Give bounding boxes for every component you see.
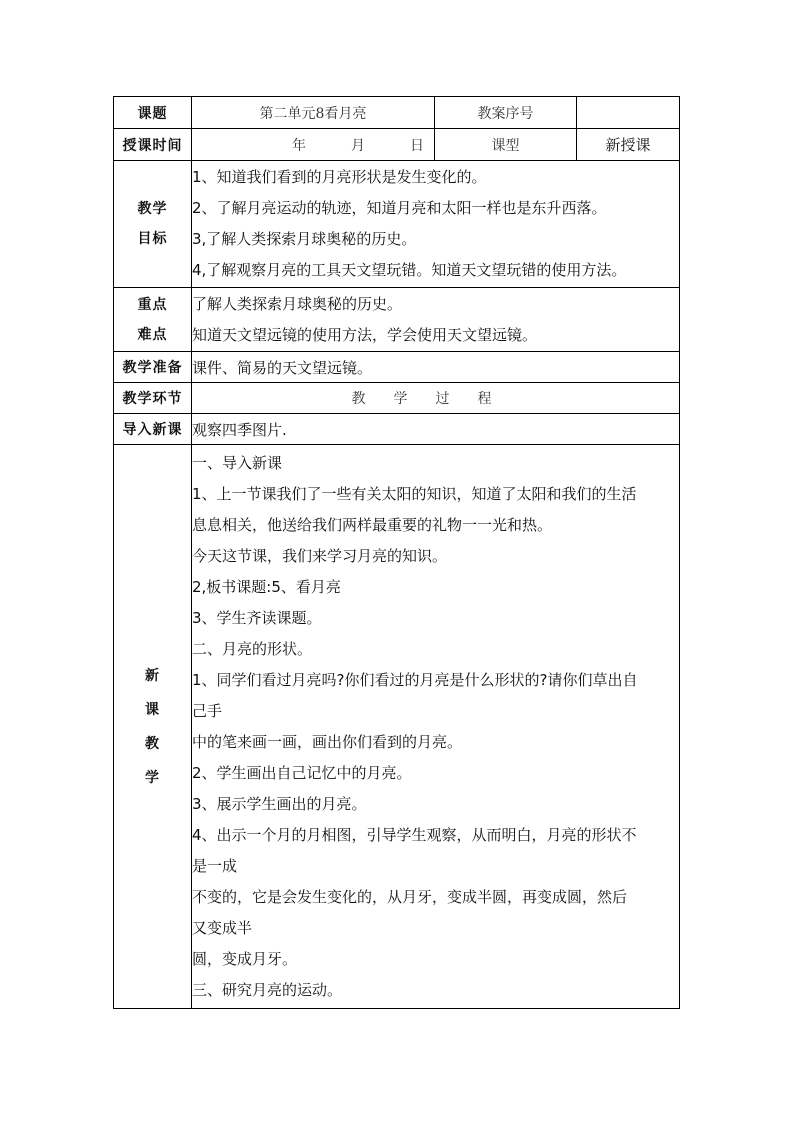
keypoint-item: 了解人类探索月球奥秘的历史。 xyxy=(192,294,403,313)
row-prep xyxy=(114,352,680,383)
goals-label-line1: 教学 xyxy=(137,201,168,217)
goal-item: 2、了解月亮运动的轨迹，知道月亮和太阳一样也是东升西落。 xyxy=(192,199,607,217)
keypoints-label xyxy=(114,288,192,352)
subject-value: 第二单元8看月亮 xyxy=(192,97,435,129)
lesson-line: 1、同学们看过月亮吗?你们看过的月亮是什么形状的?请你们草出自 xyxy=(192,670,638,689)
new-lesson-label-char: 教 xyxy=(145,735,160,752)
lesson-line: 3、学生齐读课题。 xyxy=(192,608,322,627)
keypoints-content xyxy=(192,288,680,352)
prep-label: 教学准备 xyxy=(114,352,192,383)
goals-label-line2: 目标 xyxy=(137,231,168,247)
date-day: 日 xyxy=(410,137,424,154)
lesson-line: 2,板书课题:5、看月亮 xyxy=(192,577,341,596)
goals-content xyxy=(192,161,680,288)
time-label: 授课时间 xyxy=(114,129,192,161)
lesson-line: 又变成半 xyxy=(192,918,253,937)
new-lesson-label xyxy=(114,445,192,1009)
lesson-line: 一、导入新课 xyxy=(192,453,283,472)
lesson-line: 4、出示一个月的月相图，引导学生观察，从而明白，月亮的形状不 xyxy=(192,825,637,844)
lesson-line: 2、学生画出自己记忆中的月亮。 xyxy=(192,763,412,782)
lesson-no-label: 教案序号 xyxy=(435,97,577,129)
intro-label: 导入新课 xyxy=(114,414,192,445)
goal-item: 1、知道我们看到的月亮形状是发生变化的。 xyxy=(192,168,487,186)
lesson-line: 中的笔来画一画，画出你们看到的月亮。 xyxy=(192,732,463,751)
stage-value: 教学过程 xyxy=(192,383,680,414)
goals-label xyxy=(114,161,192,288)
type-value: 新授课 xyxy=(577,129,680,161)
row-keypoints xyxy=(114,288,680,352)
row-goals xyxy=(114,161,680,288)
new-lesson-label-char: 学 xyxy=(145,769,160,786)
new-lesson-content xyxy=(192,445,680,1009)
lesson-line: 息息相关，他送给我们两样最重要的礼物一一光和热。 xyxy=(192,515,553,534)
lesson-line: 1、上一节课我们了一些有关太阳的知识，知道了太阳和我们的生活 xyxy=(192,484,637,503)
lesson-line: 圆，变成月牙。 xyxy=(192,949,298,968)
lesson-plan-table xyxy=(113,96,680,1009)
new-lesson-label-char: 新 xyxy=(145,667,160,684)
row-stage xyxy=(114,383,680,414)
keypoints-label-line1: 重点 xyxy=(137,296,168,313)
date-month: 月 xyxy=(351,137,365,154)
stage-label: 教学环节 xyxy=(114,383,192,414)
lesson-line: 不变的，它是会发生变化的，从月牙，变成半圆，再变成圆，然后 xyxy=(192,887,628,906)
row-subject xyxy=(114,97,680,129)
new-lesson-label-char: 课 xyxy=(145,701,160,718)
subject-label: 课题 xyxy=(114,97,192,129)
row-intro xyxy=(114,414,680,445)
goal-item: 3,了解人类探索月球奥秘的历史。 xyxy=(192,230,417,248)
lesson-no-value xyxy=(577,97,680,129)
intro-value: 观察四季图片. xyxy=(192,414,680,445)
goal-item: 4,了解观察月亮的工具天文望玩错。知道天文望玩错的使用方法。 xyxy=(192,261,627,279)
keypoint-item: 知道天文望远镜的使用方法，学会使用天文望远镜。 xyxy=(192,325,538,344)
lesson-line: 三、研究月亮的运动。 xyxy=(192,980,343,999)
lesson-line: 今天这节课，我们来学习月亮的知识。 xyxy=(192,546,448,565)
date-cell xyxy=(192,129,435,161)
lesson-line: 己手 xyxy=(192,701,223,720)
type-label: 课型 xyxy=(435,129,577,161)
row-new-lesson xyxy=(114,445,680,1009)
prep-value: 课件、简易的天文望远镜。 xyxy=(192,352,680,383)
lesson-line: 是一成 xyxy=(192,856,238,875)
keypoints-label-line2: 难点 xyxy=(137,326,168,343)
row-time xyxy=(114,129,680,161)
date-year: 年 xyxy=(292,137,306,154)
lesson-line: 二、月亮的形状。 xyxy=(192,639,313,658)
lesson-line: 3、展示学生画出的月亮。 xyxy=(192,794,367,813)
